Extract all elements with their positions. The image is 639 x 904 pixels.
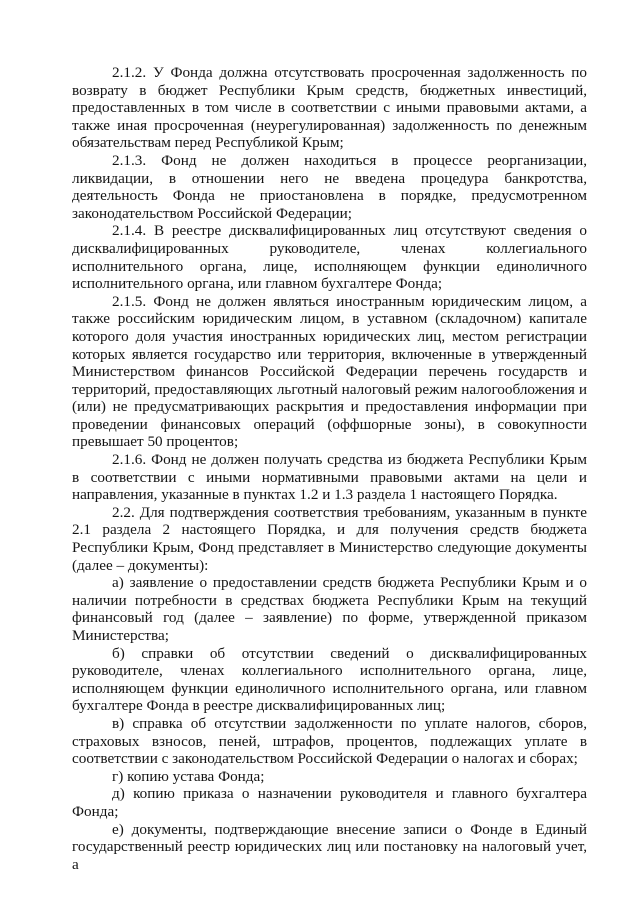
paragraph-2-1-4: 2.1.4. В реестре дисквалифицированных лиц отсутствуют сведения о дисквалифицированных руководителе, членах коллегиального исполнительного органа, лице, исполняющем функции единоличного исполнительного органа, или главном бухгалтере Фонда; [72,222,587,293]
list-item-e: е) документы, подтверждающие внесение записи о Фонде в Единый государственный реестр юридических лиц или постановку на налоговый учет, а [72,820,587,873]
paragraph-2-1-3: 2.1.3. Фонд не должен находиться в процессе реорганизации, ликвидации, в отношении него не введена процедура банкротства, деятельность Фонда не приостановлена в порядке, предусмотренном законодательством Российской Федерации; [72,151,587,222]
paragraph-2-1-5: 2.1.5. Фонд не должен являться иностранным юридическим лицом, а также российским юридическим лицом, в уставном (складочном) капитале которого доля участия иностранных юридических лиц, местом регистрации которых является государство или территория, включенные в утвержденный Министерством финансов Российской Федерации перечень государств и территорий, предоставляющих льготный налоговый режим налогообложения и (или) не предусматривающих раскрытия и предоставления информации при проведении финансовых операций (оффшорные зоны), в совокупности превышает 50 процентов; [72,292,587,451]
paragraph-2-1-2: 2.1.2. У Фонда должна отсутствовать просроченная задолженность по возврату в бюджет Республики Крым средств, бюджетных инвестиций, предоставленных в том числе в соответствии с иными правовыми актами, а также иная просроченная (неурегулированная) задолженность по денежным обязательствам перед Республикой Крым; [72,64,587,152]
paragraph-2-1-6: 2.1.6. Фонд не должен получать средства из бюджета Республики Крым в соответствии с иными нормативными правовыми актами на цели и направления, указанные в пунктах 1.2 и 1.3 раздела 1 настоящего Порядка. [72,451,587,504]
list-item-b: б) справки об отсутствии сведений о дисквалифицированных руководителе, членах коллегиального исполнительного органа, лице, исполняющем функции единоличного исполнительного органа, или главном бухгалтере Фонда в реестре дисквалифицированных лиц; [72,644,587,715]
list-item-g: г) копию устава Фонда; [112,767,265,785]
list-item-a: а) заявление о предоставлении средств бюджета Республики Крым и о наличии потребности в средствах бюджета Республики Крым на текущий финансовый год (далее – заявление) по форме, утвержденной приказом Министерства; [72,574,587,644]
list-item-d: д) копию приказа о назначении руководителя и главного бухгалтера Фонда; [72,785,587,820]
paragraph-2-2: 2.2. Для подтверждения соответствия требованиям, указанным в пункте 2.1 раздела 2 настоящего Порядка, и для получения средств бюджета Республики Крым, Фонд представляет в Министерство следующие документы (далее – документы): [72,503,587,574]
list-item-v: в) справка об отсутствии задолженности по уплате налогов, сборов, страховых взносов, пеней, штрафов, процентов, подлежащих уплате в соответствии с законодательством Российской Федерации о налогах и сборах; [72,714,587,768]
document-page [72,64,587,873]
